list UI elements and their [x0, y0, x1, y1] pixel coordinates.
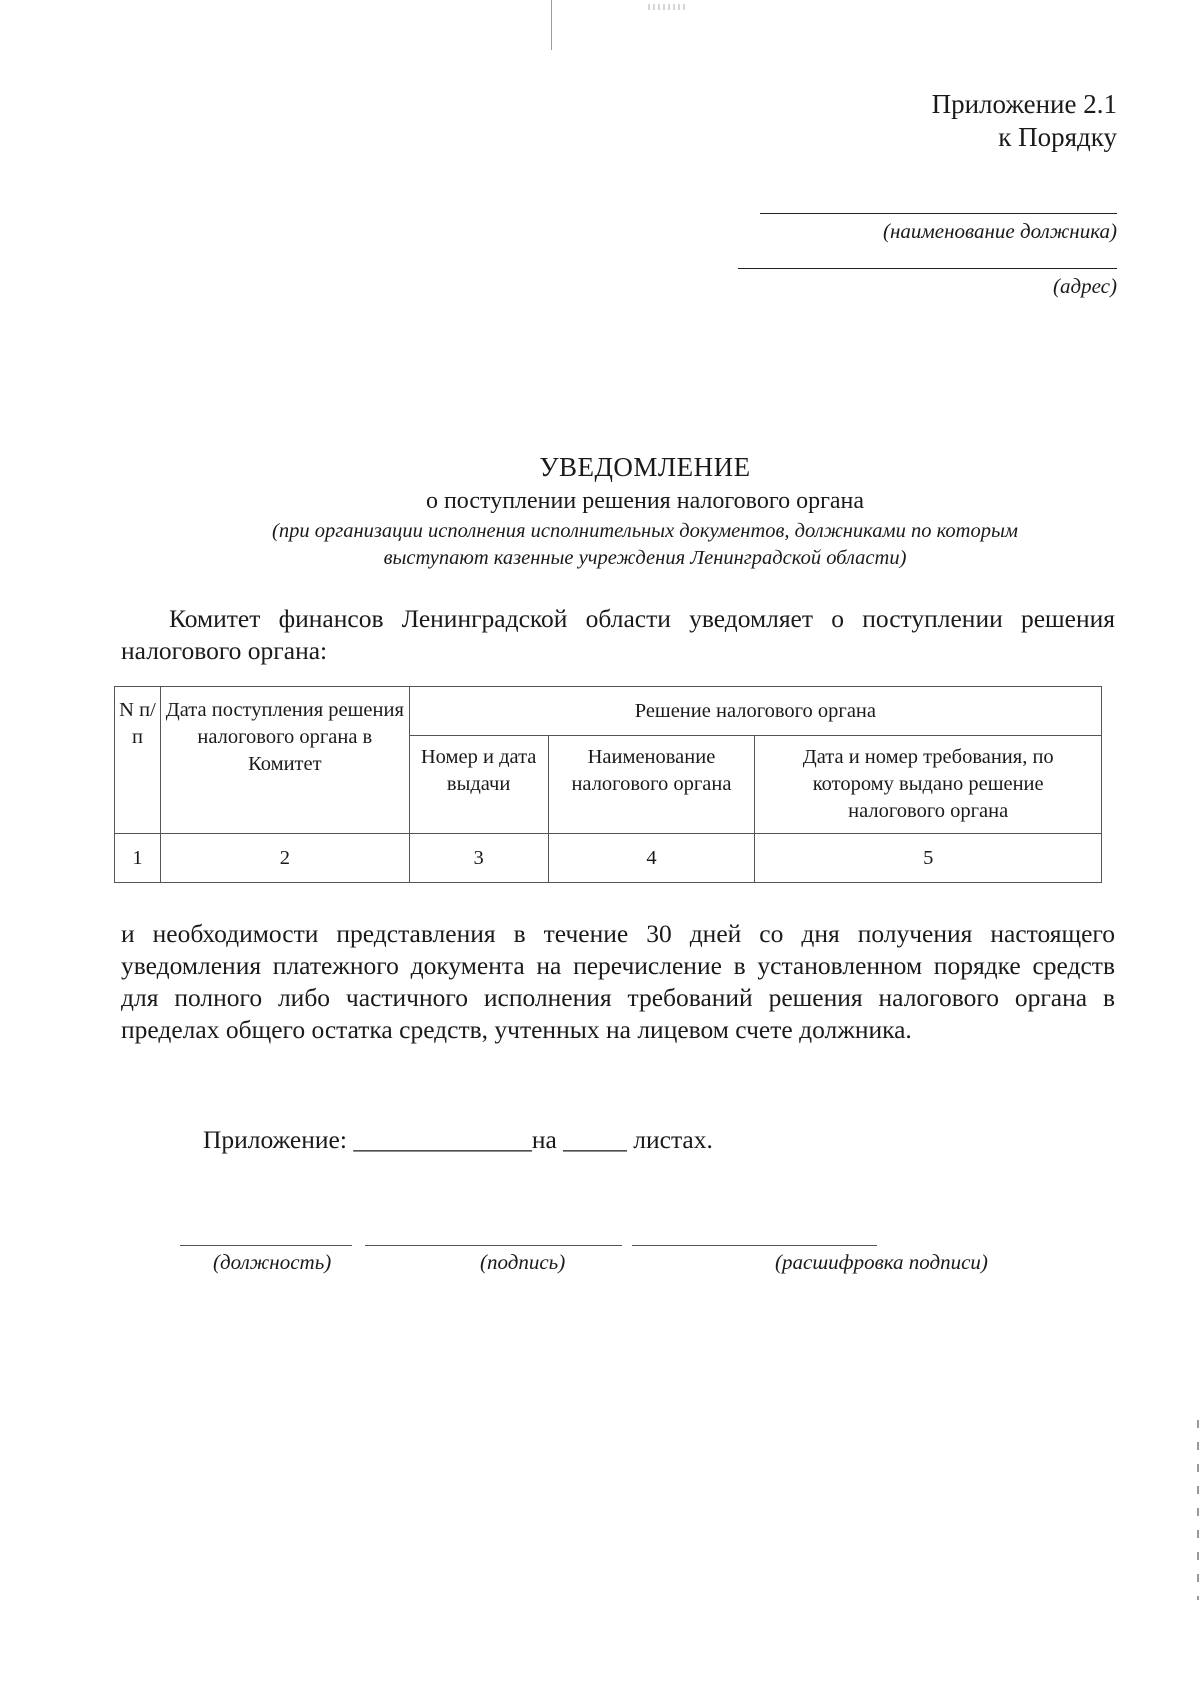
attachment-line: Приложение: ______________на _____ листах.: [203, 1125, 713, 1154]
header-cell-number: N п/п: [115, 687, 161, 834]
position-caption: (должность): [213, 1250, 332, 1274]
scan-artifact-line: [551, 0, 552, 50]
column-number-5: 5: [755, 834, 1102, 883]
tax-decision-table: [114, 686, 1102, 883]
appendix-reference: [932, 88, 1117, 154]
scan-artifact-edge: [1197, 1420, 1199, 1600]
note-line-2: выступают казенные учреждения Ленинградской области): [383, 547, 907, 569]
signature-caption: (подпись): [480, 1250, 566, 1274]
address-caption: (адрес): [1053, 274, 1117, 298]
column-number-1: 1: [115, 834, 161, 883]
note-line-1: (при организации исполнения исполнительных документов, должниками по которым: [272, 520, 1018, 542]
document-note: [190, 518, 1100, 572]
appendix-order: к Порядку: [998, 122, 1117, 152]
table-header-row: [115, 687, 1102, 736]
position-field[interactable]: [180, 1245, 352, 1246]
signature-field[interactable]: [365, 1245, 622, 1246]
header-cell-authority-name: Наименование налогового органа: [548, 736, 755, 834]
address-field[interactable]: [738, 268, 1117, 269]
appendix-number: Приложение 2.1: [931, 89, 1117, 119]
column-number-2: 2: [160, 834, 409, 883]
document-title: УВЕДОМЛЕНИЕ: [539, 452, 751, 482]
column-number-3: 3: [409, 834, 548, 883]
scan-artifact-speck: [648, 4, 688, 10]
debtor-name-caption: (наименование должника): [882, 219, 1117, 243]
header-cell-requirement: Дата и номер требования, по которому выдано решение налогового органа: [755, 736, 1102, 834]
column-number-4: 4: [548, 834, 755, 883]
debtor-name-field[interactable]: [760, 213, 1117, 214]
signature-decoding-caption: (расшифровка подписи): [775, 1250, 988, 1274]
intro-paragraph: Комитет финансов Ленинградской области уведомляет о поступлении решения налогового органа:: [121, 604, 1115, 665]
document-subtitle: о поступлении решения налогового органа: [425, 488, 865, 514]
header-cell-number-date: Номер и дата выдачи: [409, 736, 548, 834]
header-cell-receipt-date: Дата поступления решения налогового органа в Комитет: [160, 687, 409, 834]
table-row: [115, 834, 1102, 883]
body-paragraph: и необходимости представления в течение 30 дней со дня получения настоящего уведомления платежного документа на перечисление в установленном порядке средств для полного либо частичного исполнения требований решения налогового органа в пределах общего остатка средств, учтенных на лицевом счете должника.: [121, 919, 1115, 1044]
header-cell-tax-decision: Решение налогового органа: [409, 687, 1101, 736]
signature-decoding-field[interactable]: [632, 1245, 877, 1246]
